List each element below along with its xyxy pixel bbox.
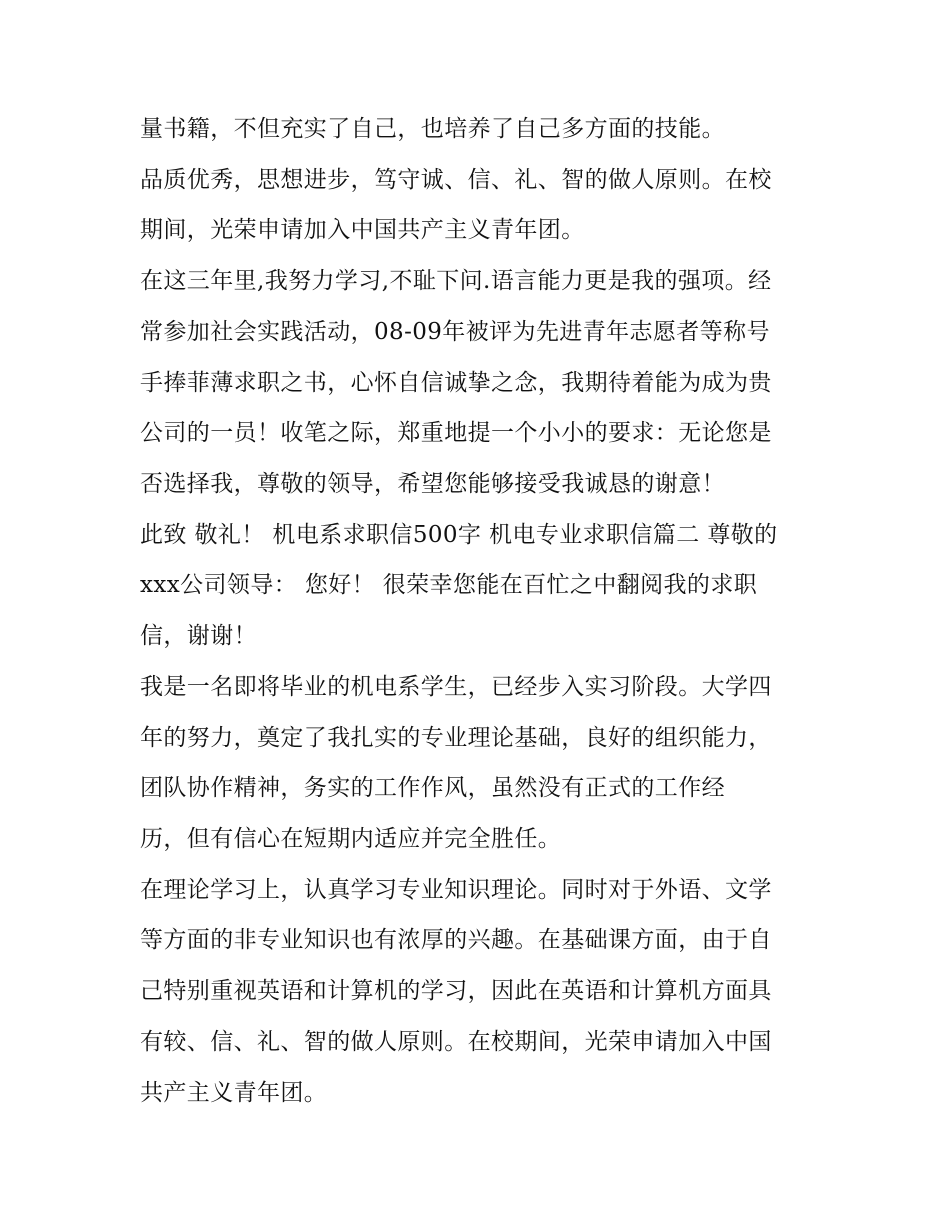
text-line: 团队协作精神，务实的工作作风，虽然没有正式的工作经 — [140, 775, 725, 801]
text-line: 等方面的非专业知识也有浓厚的兴趣。在基础课方面，由于自 — [140, 927, 772, 953]
text-line: 己特别重视英语和计算机的学习，因此在英语和计算机方面具 — [140, 978, 772, 1004]
text-line: 共产主义青年团。 — [140, 1080, 328, 1106]
text-line: 常参加社会实践活动，08-09年被评为先进青年志愿者等称号 — [140, 319, 770, 345]
text-line: 我是一名即将毕业的机电系学生，已经步入实习阶段。大学四 — [140, 674, 772, 700]
text-line: xxx公司领导： 您好！ 很荣幸您能在百忙之中翻阅我的求职 — [140, 572, 758, 598]
text-line: 公司的一员！收笔之际，郑重地提一个小小的要求：无论您是 — [140, 420, 772, 446]
text-line: 手捧菲薄求职之书，心怀自信诚挚之念，我期待着能为成为贵 — [140, 370, 772, 396]
text-line: 历，但有信心在短期内适应并完全胜任。 — [140, 826, 562, 852]
text-line: 此致 敬礼！ 机电系求职信500字 机电专业求职信篇二 尊敬的 — [140, 522, 778, 548]
text-line: 有较、信、礼、智的做人原则。在校期间，光荣申请加入中国 — [140, 1029, 772, 1055]
text-line: 品质优秀，思想进步，笃守诚、信、礼、智的做人原则。在校 — [140, 167, 772, 193]
text-line: 否选择我，尊敬的领导，希望您能够接受我诚恳的谢意！ — [140, 471, 725, 497]
text-line: 期间，光荣申请加入中国共产主义青年团。 — [140, 217, 585, 243]
text-line: 年的努力，奠定了我扎实的专业理论基础，良好的组织能力， — [140, 725, 772, 751]
text-line: 信，谢谢！ — [140, 623, 257, 649]
text-line: 在这三年里,我努力学习,不耻下问.语言能力更是我的强项。经 — [140, 268, 772, 294]
text-line: 量书籍，不但充实了自己，也培养了自己多方面的技能。 — [140, 116, 725, 142]
text-line: 在理论学习上，认真学习专业知识理论。同时对于外语、文学 — [140, 877, 772, 903]
